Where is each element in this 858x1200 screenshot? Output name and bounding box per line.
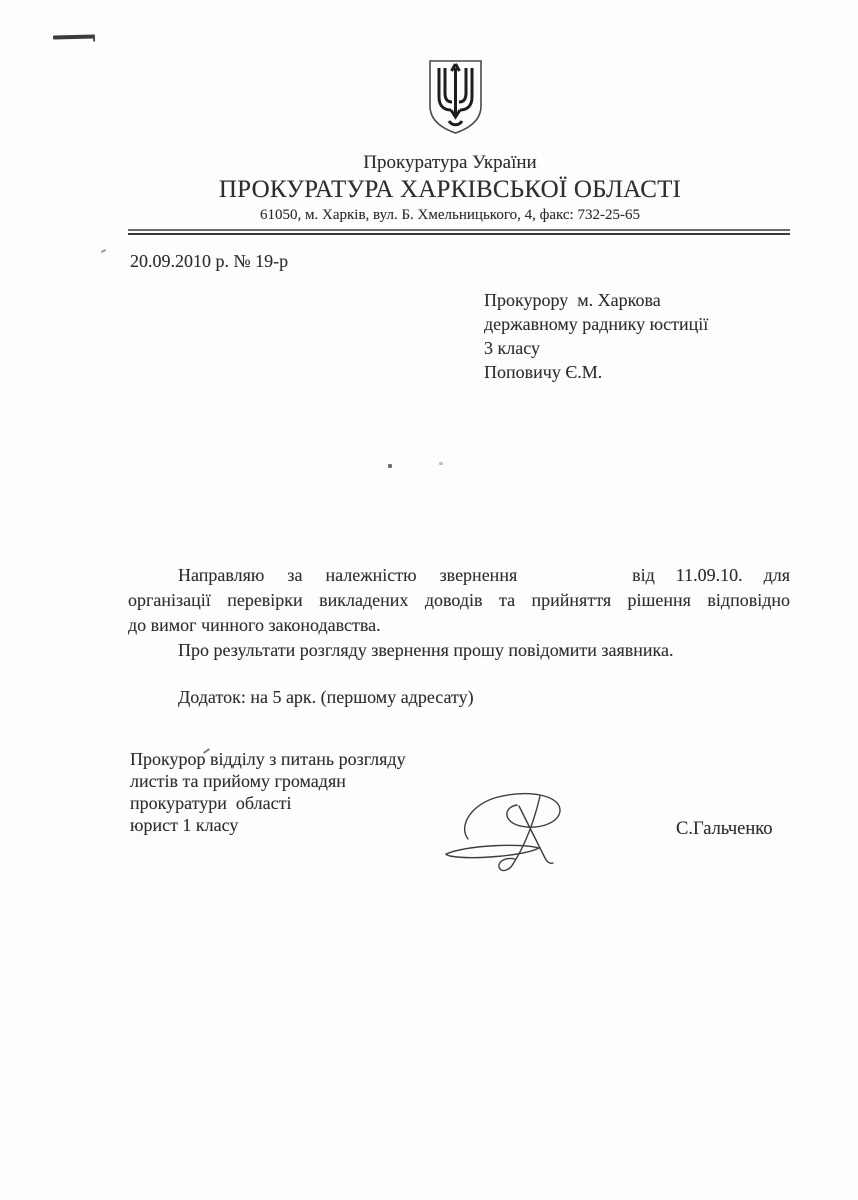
- signer-title-line: листів та прийому громадян: [130, 771, 346, 791]
- signer-title-line: Прокурор відділу з питань розгляду: [130, 749, 406, 769]
- signer-title-block: [130, 748, 406, 836]
- double-rule-divider: [128, 229, 790, 235]
- addressee-block: [484, 288, 708, 384]
- addressee-line: Прокурору м. Харкова: [484, 290, 661, 310]
- scan-tick-mark: [101, 249, 106, 253]
- attachment-line: Додаток: на 5 арк. (першому адресату): [178, 687, 474, 707]
- signer-title-line: прокуратури області: [130, 793, 292, 813]
- pen-dash-mark: [53, 34, 95, 39]
- letter-body: [128, 563, 790, 710]
- body-line: до вимог чинного законодавства.: [128, 615, 381, 635]
- body-text: Направляю за належністю звернення: [178, 565, 518, 585]
- body-line: Про результати розгляду звернення прошу повідомити заявника.: [178, 640, 674, 660]
- addressee-line: Поповичу Є.М.: [484, 362, 603, 382]
- body-line: [128, 563, 790, 588]
- ukraine-trident-emblem-icon: [427, 59, 484, 135]
- body-text: від 11.09.10. для: [632, 565, 790, 585]
- org-title: ПРОКУРАТУРА ХАРКІВСЬКОЇ ОБЛАСТІ: [218, 176, 682, 203]
- scan-speck: [439, 462, 443, 465]
- blank-line: [128, 663, 790, 685]
- body-line: організації перевірки викладених доводів та прийняття рішення відповідно: [128, 590, 790, 610]
- org-parent-name: Прокуратура України: [363, 152, 537, 173]
- addressee-line: державному раднику юстиції: [484, 314, 709, 334]
- scan-speck: [388, 464, 392, 468]
- reference-date-number: 20.09.2010 р. № 19-р: [130, 251, 289, 271]
- signer-name: С.Гальченко: [676, 819, 773, 839]
- org-address-line: 61050, м. Харків, вул. Б. Хмельницького, 4, факс: 732-25-65: [260, 207, 640, 223]
- signer-title-line: юрист 1 класу: [130, 815, 239, 835]
- addressee-line: 3 класу: [484, 338, 540, 358]
- handwritten-signature-icon: [443, 784, 588, 876]
